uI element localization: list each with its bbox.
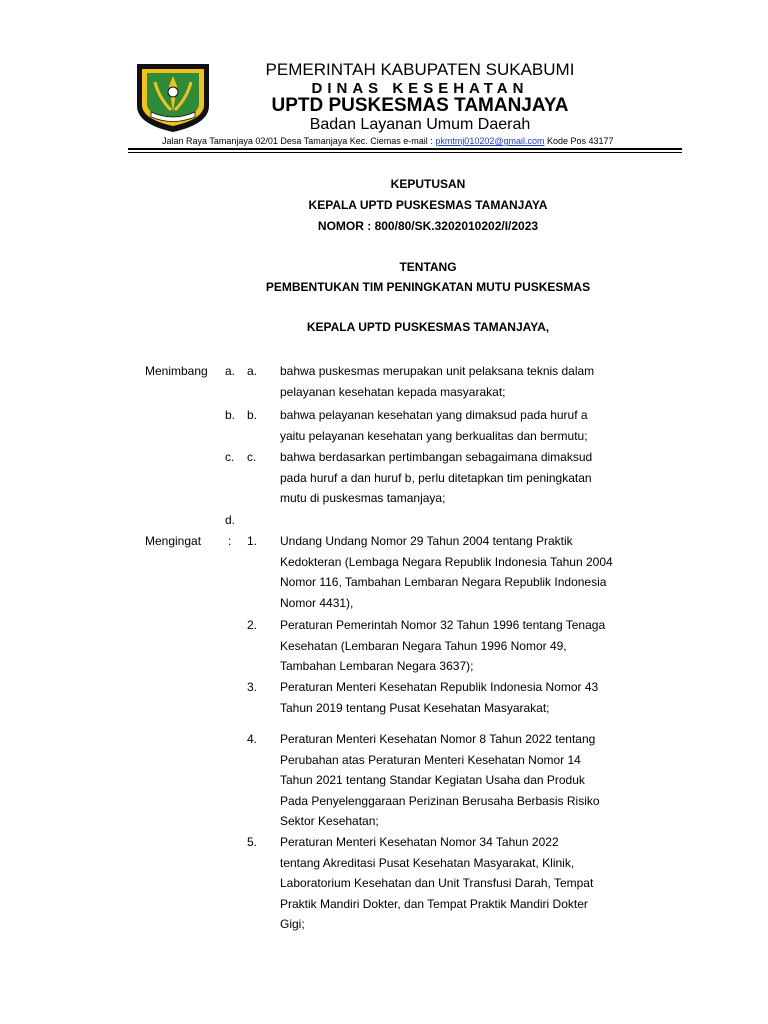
mengingat-number: 5. [247,835,258,849]
text-line: mutu di puskesmas tamanjaya; [280,491,446,506]
kop-government: PEMERINTAH KABUPATEN SUKABUMI [265,60,575,79]
mengingat-item-3 [280,677,673,718]
official-title: KEPALA UPTD PUSKESMAS TAMANJAYA, [306,320,550,334]
text-line: Kesehatan (Lembaran Negara Tahun 1996 Nomor 49, [280,638,567,653]
mengingat-label: Mengingat [145,534,202,548]
letterhead-divider-thick [128,148,682,150]
crest-icon [133,62,213,134]
text-line: Praktik Mandiri Dokter, dan Tempat Praktik Mandiri Dokter [280,896,588,911]
decree-number: NOMOR : 800/80/SK.3202010202/I/2023 [317,219,539,233]
decree-issuer: KEPALA UPTD PUSKESMAS TAMANJAYA [308,198,548,212]
menimbang-item-b [280,405,673,446]
menimbang-label: Menimbang [145,364,208,378]
text-line: tentang Akreditasi Pusat Kesehatan Masyarakat, Klinik, [280,855,575,870]
text-line: Peraturan Menteri Kesehatan Republik Indonesia Nomor 43 [280,680,599,694]
text-line: Nomor 4431), [280,595,354,610]
text-line: Laboratorium Kesehatan dan Unit Transfusi Darah, Tempat [280,876,594,891]
menimbang-letter: c. [247,450,257,464]
mengingat-number: 4. [247,732,258,746]
menimbang-letter: b. [225,408,236,422]
menimbang-letter: d. [225,513,236,527]
menimbang-item-a [280,361,673,402]
mengingat-item-1 [280,531,673,613]
text-line: Kedokteran (Lembaga Negara Republik Indonesia Tahun 2004 [280,554,613,569]
text-line: bahwa berdasarkan pertimbangan sebagaimana dimaksud [280,450,593,464]
text-line: bahwa puskesmas merupakan unit pelaksana teknis dalam [280,364,595,378]
text-line: Peraturan Pemerintah Nomor 32 Tahun 1996 tentang Tenaga [280,618,606,632]
menimbang-letter: a. [225,364,236,378]
kop-department: DINAS KESEHATAN [311,80,529,97]
text-line: Tahun 2019 tentang Pusat Kesehatan Masyarakat; [280,700,550,715]
email-link[interactable]: pkmtmj010202@gmail.com [435,136,545,146]
menimbang-letter: b. [247,408,258,422]
text-line: bahwa pelayanan kesehatan yang dimaksud pada huruf a [280,408,588,422]
text-line: Tahun 2021 tentang Standar Kegiatan Usaha dan Produk [280,773,585,788]
decree-subject: PEMBENTUKAN TIM PENINGKATAN MUTU PUSKESMAS [265,280,591,294]
text-line: Sektor Kesehatan; [280,814,379,829]
kop-address [162,136,614,146]
mengingat-number: 1. [247,534,258,548]
tentang-heading: TENTANG [399,260,457,274]
text-line: Gigi; [280,917,305,932]
text-line: Undang Undang Nomor 29 Tahun 2004 tentang Praktik [280,534,573,548]
text-line: pelayanan kesehatan kepada masyarakat; [280,384,506,399]
mengingat-colon: : [228,534,232,548]
menimbang-item-c [280,447,673,509]
text-line: Tambahan Lembaran Negara 3637); [280,659,474,674]
mengingat-number: 2. [247,618,258,632]
text-line: Perubahan atas Peraturan Menteri Kesehatan Nomor 14 [280,752,581,767]
text-line: yaitu pelayanan kesehatan yang berkualitas dan bermutu; [280,428,588,443]
mengingat-item-5 [280,832,673,935]
sukabumi-crest-logo [133,62,213,134]
text-line: Nomor 116, Tambahan Lembaran Negara Republik Indonesia [280,575,607,590]
menimbang-letter: a. [247,364,258,378]
decree-heading: KEPUTUSAN [390,177,466,191]
letterhead-divider-thin [128,152,682,153]
mengingat-item-4 [280,729,673,832]
menimbang-letter: c. [225,450,235,464]
text-line: Peraturan Menteri Kesehatan Nomor 34 Tahun 2022 [280,835,559,849]
text-line: pada huruf a dan huruf b, perlu ditetapkan tim peningkatan [280,470,592,485]
mengingat-item-2 [280,615,673,677]
address-text: Jalan Raya Tamanjaya 02/01 Desa Tamanjaya Kec. Ciemas e-mail : [162,136,436,146]
text-line: Pada Penyelenggaraan Perizinan Berusaha Berbasis Risiko [280,793,600,808]
kop-institution-type: Badan Layanan Umum Daerah [309,116,531,133]
kop-institution: UPTD PUSKESMAS TAMANJAYA [271,95,569,116]
postal-code: Kode Pos 43177 [544,136,614,146]
text-line: Peraturan Menteri Kesehatan Nomor 8 Tahun 2022 tentang [280,732,596,746]
mengingat-number: 3. [247,680,258,694]
